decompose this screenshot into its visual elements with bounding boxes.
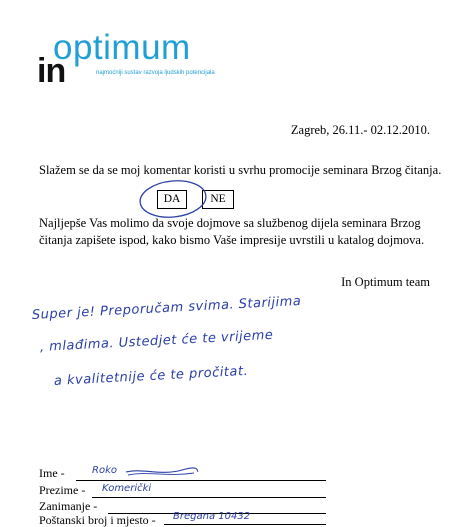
first-name-line[interactable] — [76, 480, 326, 481]
comment-line-2: , mlađima. Ustedjet će te vrijeme — [39, 327, 274, 355]
no-checkbox[interactable]: NE — [202, 190, 234, 209]
last-name-label: Prezime - — [39, 483, 86, 497]
consent-statement: Slažem se da se moj komentar koristi u svrhu promocije seminara Brzog čitanja. — [39, 163, 442, 177]
team-signature: In Optimum team — [341, 275, 430, 289]
logo-tagline: najmoćniji sustav razvoja ljudskih potencijala — [96, 70, 215, 76]
request-paragraph-line-1: Najljepše Vas molimo da svoje dojmove sa službenog dijela seminara Brzog — [39, 216, 421, 230]
logo-prefix: in — [37, 52, 66, 90]
crossed-out-scribble — [122, 465, 202, 479]
postal-label: Poštanski broj i mjesto - — [39, 513, 156, 527]
request-paragraph-line-2: čitanja zapišete ispod, kako bismo Vaše impresije uvrstili u katalog dojmova. — [39, 233, 425, 247]
first-name-value: Roko — [92, 465, 117, 476]
logo-wordmark: optimum — [53, 28, 191, 67]
last-name-value: Komerički — [102, 483, 152, 494]
first-name-label: Ime - — [39, 466, 65, 480]
occupation-label: Zanimanje - — [39, 499, 98, 513]
postal-value: Bregana 10432 — [173, 511, 251, 522]
date-location: Zagreb, 26.11.- 02.12.2010. — [290, 123, 430, 137]
comment-line-3: a kvalitetnije će te pročitat. — [53, 363, 249, 389]
comment-line-1: Super je! Preporučam svima. Starijima — [31, 293, 302, 323]
last-name-line[interactable] — [92, 497, 326, 498]
yes-checkbox[interactable]: DA — [157, 190, 187, 209]
